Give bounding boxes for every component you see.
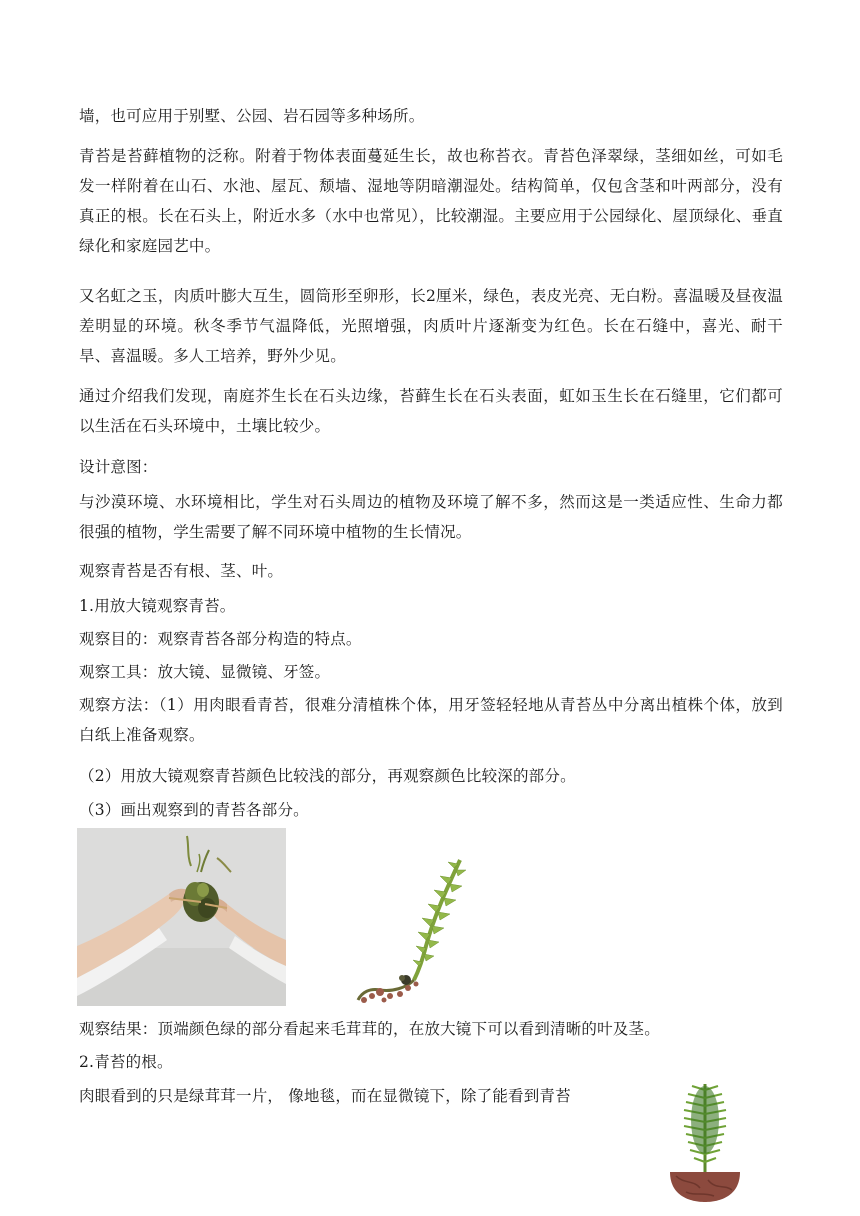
paragraph-moss-intro: 青苔是苔藓植物的泛称。附着于物体表面蔓延生长，故也称苔衣。青苔色泽翠绿，茎细如丝，可如毛发一样附着在山石、水池、屋瓦、颓墙、湿地等阴暗潮湿处。结构简单，仅包含茎和叶两部分，没有真正的根。长在石头上，附近水多（水中也常见），比较潮湿。主要应用于公园绿化、屋顶绿化、垂直绿化和家庭园艺中。 [79, 147, 783, 255]
paragraph-step2: 2.青苔的根。 [79, 1053, 173, 1071]
paragraph-wall-usage: 墙，也可应用于别墅、公园、岩石园等多种场所。 [79, 107, 425, 125]
moss-stalk-image [356, 856, 468, 1006]
paragraph-method: 观察方法：（1）用肉眼看青苔，很难分清植株个体，用牙签轻轻地从青苔丛中分离出植株个体，放到白纸上准备观察。 [79, 696, 783, 744]
paragraph-design-intent: 与沙漠环境、水环境相比，学生对石头周边的植物及环境了解不多，然而这是一类适应性、生命力都很强的植物，学生需要了解不同环境中植物的生长情况。 [79, 493, 783, 541]
paragraph-hongzhiyu: 又名虹之玉，肉质叶膨大互生，圆筒形至卵形，长2厘米，绿色，表皮光亮、无白粉。喜温暖及昼夜温差明显的环境。秋冬季节气温降低，光照增强，肉质叶片逐渐变为红色。长在石缝中，喜光、耐干旱、喜温暖。多人工培养，野外少见。 [79, 287, 783, 365]
paragraph-purpose: 观察目的：观察青苔各部分构造的特点。 [79, 630, 362, 648]
paragraph-design-intent-heading: 设计意图： [79, 458, 158, 476]
paragraph-step1: 1.用放大镜观察青苔。 [79, 597, 236, 615]
paragraph-method-step3: （3）画出观察到的青苔各部分。 [79, 801, 309, 819]
moss-separation-photo [77, 828, 286, 1006]
paragraph-summary: 通过介绍我们发现，南庭芥生长在石头边缘，苔藓生长在石头表面，虹如玉生长在石缝里，它们都可以生活在石头环境中，土壤比较少。 [79, 387, 783, 435]
paragraph-observe-heading: 观察青苔是否有根、茎、叶。 [79, 562, 284, 580]
paragraph-tools: 观察工具：放大镜、显微镜、牙签。 [79, 663, 331, 681]
moss-plant-soil-image [664, 1080, 746, 1205]
paragraph-method-step2: （2）用放大镜观察青苔颜色比较浅的部分，再观察颜色比较深的部分。 [79, 767, 576, 785]
paragraph-result: 观察结果：顶端颜色绿的部分看起来毛茸茸的，在放大镜下可以看到清晰的叶及茎。 [79, 1020, 660, 1038]
paragraph-roots: 肉眼看到的只是绿茸茸一片， 像地毯，而在显微镜下，除了能看到青苔 [79, 1087, 571, 1105]
